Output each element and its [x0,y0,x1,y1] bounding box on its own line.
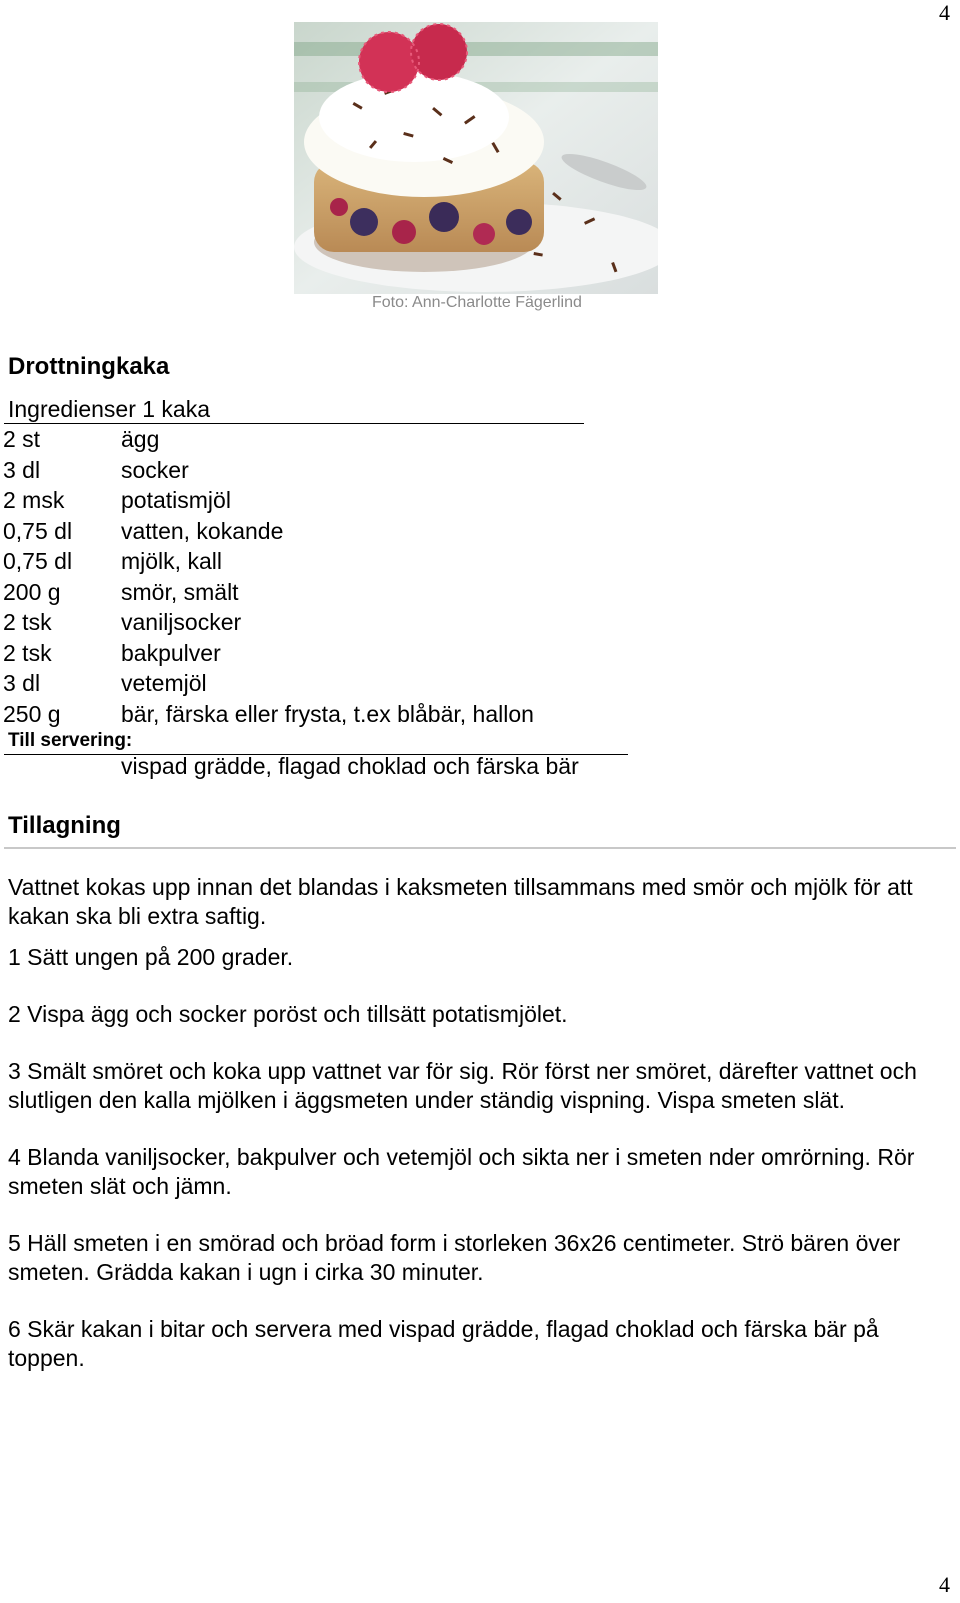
ingredient-row [3,638,534,669]
method-divider [4,847,956,849]
ingredient-item: vaniljsocker [121,609,242,635]
ingredient-amount: 2 tsk [3,609,52,635]
cake-photo [294,22,658,294]
recipe-title: Drottningkaka [8,353,170,380]
ingredient-row [3,424,534,455]
page-number-top: 4 [939,0,950,25]
ingredient-amount: 3 dl [3,670,41,696]
ingredient-item: smör, smält [121,578,239,605]
photo-caption: Foto: Ann-Charlotte Fägerlind [372,294,582,311]
page-number-bottom: 4 [939,1572,950,1597]
ingredient-item: mjölk, kall [121,548,222,574]
serving-text: vispad grädde, flagad choklad och färska bär [121,753,579,779]
ingredient-amount: 2 msk [3,487,65,513]
method-step: 3 Smält smöret och koka upp vattnet var för sig. Rör först ner smöret, därefter vattnet och slutligen den kalla mjölken i äggsmeten under ständig vispning. Vispa smeten slät. [8,1058,917,1113]
ingredient-row [3,485,534,516]
serving-label: Till servering: [8,730,133,751]
method-step: 1 Sätt ungen på 200 grader. [8,944,294,970]
ingredients-header: Ingredienser 1 kaka [8,396,211,422]
ingredient-item: vetemjöl [121,670,207,696]
method-steps [8,873,954,1401]
ingredient-row [3,577,534,608]
ingredient-item: vatten, kokande [121,517,284,544]
method-step: 5 Häll smeten i en smörad och bröad form i storleken 36x26 centimeter. Strö bären över smeten. Grädda kakan i ugn i cirka 30 minuter. [8,1230,901,1285]
ingredient-row [3,699,534,730]
method-heading: Tillagning [8,812,121,839]
method-intro: Vattnet kokas upp innan det blandas i kaksmeten tillsammans med smör och mjölk för att kakan ska bli extra saftig. [8,874,913,929]
ingredient-item: bakpulver [121,639,221,666]
ingredient-row [3,455,534,486]
ingredient-row [3,546,534,577]
ingredient-item: potatismjöl [121,487,231,513]
ingredient-row [3,668,534,699]
method-step: 2 Vispa ägg och socker poröst och tillsätt potatismjölet. [8,1001,568,1027]
ingredient-amount: 0,75 dl [3,517,73,544]
ingredient-amount: 0,75 dl [3,548,73,574]
ingredient-item: bär, färska eller frysta, t.ex blåbär, hallon [121,700,534,727]
method-step: 6 Skär kakan i bitar och servera med vispad grädde, flagad choklad och färska bär på toppen. [8,1316,879,1371]
ingredient-amount: 250 g [3,700,61,727]
ingredient-amount: 2 st [3,426,41,452]
method-step: 4 Blanda vaniljsocker, bakpulver och vetemjöl och sikta ner i smeten nder omrörning. Rör smeten slät och jämn. [8,1144,915,1199]
ingredients-list [3,424,534,729]
ingredient-amount: 2 tsk [3,639,52,666]
ingredient-item: socker [121,456,189,483]
ingredient-item: ägg [121,426,160,452]
ingredient-row [3,607,534,638]
ingredient-amount: 3 dl [3,456,41,483]
ingredient-row [3,516,534,547]
ingredient-amount: 200 g [3,578,61,605]
